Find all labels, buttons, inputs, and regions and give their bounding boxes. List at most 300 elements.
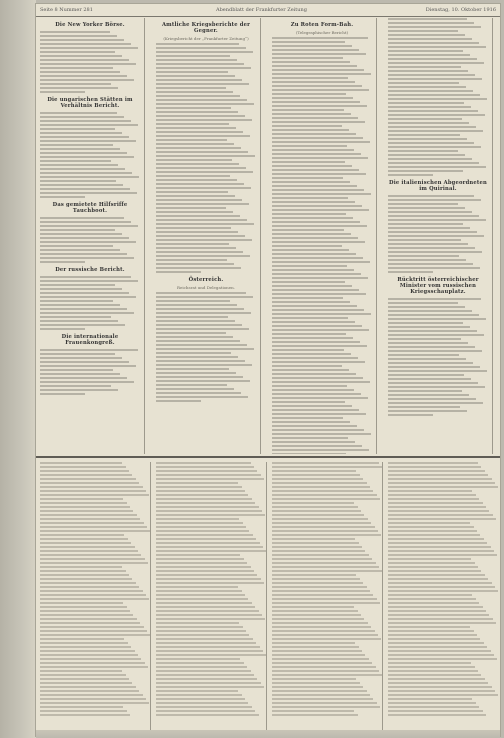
column-1 — [36, 18, 145, 454]
text-line — [156, 103, 254, 105]
text-line — [272, 678, 356, 680]
text-line — [156, 396, 248, 398]
text-line — [272, 73, 371, 75]
text-line — [156, 219, 247, 221]
text-line — [272, 526, 375, 528]
text-line — [388, 490, 472, 492]
text-line — [156, 388, 234, 390]
column-2 — [152, 18, 261, 454]
text-line — [272, 642, 355, 644]
text-line — [388, 358, 466, 360]
text-line — [156, 227, 231, 229]
text-line — [156, 642, 256, 644]
text-line — [156, 674, 254, 676]
text-line — [156, 320, 235, 322]
text-line — [272, 510, 361, 512]
text-line — [272, 409, 359, 411]
text-line — [272, 161, 345, 163]
text-line — [388, 614, 489, 616]
text-line — [156, 223, 254, 225]
text-line — [40, 225, 138, 227]
text-line — [388, 122, 469, 124]
text-line — [156, 662, 244, 664]
text-line — [388, 390, 462, 392]
text-line — [40, 714, 130, 716]
text-line — [40, 630, 147, 632]
text-line — [40, 510, 133, 512]
text-line — [40, 91, 85, 93]
text-line — [156, 115, 245, 117]
article-body — [40, 349, 140, 395]
text-line — [272, 225, 367, 227]
text-line — [272, 530, 378, 532]
text-line — [156, 462, 251, 464]
text-line — [388, 682, 488, 684]
text-line — [40, 156, 134, 158]
text-line — [272, 606, 354, 608]
text-line — [156, 654, 267, 656]
text-line — [40, 120, 131, 122]
text-line — [272, 602, 380, 604]
text-line — [156, 498, 252, 500]
text-line — [156, 392, 241, 394]
text-line — [272, 133, 356, 135]
text-line — [40, 482, 139, 484]
text-line — [272, 101, 360, 103]
text-line — [388, 626, 470, 628]
text-line — [156, 614, 262, 616]
text-line — [40, 562, 148, 564]
text-line — [272, 445, 362, 447]
text-line — [272, 281, 345, 283]
text-line — [156, 147, 241, 149]
text-line — [40, 654, 138, 656]
text-line — [40, 377, 127, 379]
text-line — [388, 582, 492, 584]
text-line — [272, 157, 368, 159]
text-line — [40, 690, 139, 692]
text-line — [272, 433, 371, 435]
text-line — [40, 132, 122, 134]
text-line — [272, 117, 358, 119]
text-line — [272, 498, 380, 500]
text-line — [40, 494, 149, 496]
text-line — [40, 148, 120, 150]
text-line — [156, 259, 227, 261]
text-line — [40, 381, 134, 383]
text-line — [156, 243, 229, 245]
text-line — [388, 466, 481, 468]
text-line — [272, 309, 364, 311]
text-line — [272, 357, 358, 359]
text-line — [156, 566, 251, 568]
text-line — [40, 349, 138, 351]
text-line — [388, 346, 475, 348]
text-line — [388, 522, 470, 524]
text-line — [40, 578, 132, 580]
text-line — [156, 638, 253, 640]
text-line — [40, 233, 122, 235]
text-line — [156, 191, 228, 193]
text-line — [272, 285, 352, 287]
text-line — [272, 249, 349, 251]
text-line — [388, 386, 485, 388]
text-line — [40, 710, 127, 712]
text-line — [272, 221, 360, 223]
text-line — [156, 678, 257, 680]
text-line — [388, 46, 486, 48]
text-line — [40, 152, 127, 154]
text-line — [272, 81, 355, 83]
text-line — [40, 530, 151, 532]
text-line — [40, 498, 123, 500]
text-line — [40, 490, 146, 492]
text-line — [388, 170, 463, 172]
text-line — [388, 326, 470, 328]
text-line — [388, 394, 469, 396]
text-line — [156, 324, 242, 326]
text-line — [388, 106, 471, 108]
text-line — [388, 470, 485, 472]
text-line — [156, 143, 234, 145]
text-line — [156, 167, 246, 169]
text-line — [156, 360, 245, 362]
text-line — [156, 316, 228, 318]
text-line — [156, 490, 245, 492]
article-body — [272, 37, 372, 454]
text-line — [40, 188, 130, 190]
article-body — [40, 276, 140, 330]
text-line — [156, 658, 240, 660]
text-line — [272, 253, 356, 255]
text-line — [40, 694, 143, 696]
text-line — [388, 195, 474, 197]
text-line — [272, 618, 364, 620]
text-line — [156, 131, 243, 133]
text-line — [272, 393, 361, 395]
text-line — [388, 30, 458, 32]
text-line — [156, 75, 235, 77]
text-line — [156, 99, 247, 101]
text-line — [156, 526, 246, 528]
text-line — [40, 594, 146, 596]
text-line — [272, 482, 367, 484]
text-line — [40, 586, 139, 588]
text-line — [272, 554, 369, 556]
text-line — [388, 462, 478, 464]
text-line — [272, 53, 366, 55]
text-line — [40, 280, 138, 282]
text-line — [388, 271, 433, 273]
text-line — [156, 155, 255, 157]
text-line — [272, 341, 360, 343]
text-line — [156, 546, 263, 548]
text-line — [272, 297, 343, 299]
text-line — [40, 706, 123, 708]
text-line — [40, 590, 143, 592]
text-line — [156, 271, 201, 273]
text-line — [388, 562, 475, 564]
text-line — [156, 574, 257, 576]
text-line — [272, 542, 359, 544]
text-line — [40, 353, 115, 355]
text-line — [40, 478, 136, 480]
text-line — [40, 373, 120, 375]
text-line — [40, 308, 127, 310]
text-line — [272, 205, 362, 207]
text-line — [40, 67, 113, 69]
text-line — [40, 522, 144, 524]
text-line — [272, 313, 371, 315]
text-line — [40, 702, 149, 704]
text-line — [272, 149, 354, 151]
text-line — [40, 71, 120, 73]
text-line — [388, 78, 482, 80]
text-line — [156, 247, 236, 249]
text-line — [272, 518, 368, 520]
text-line — [272, 345, 367, 347]
text-line — [388, 706, 479, 708]
text-line — [388, 150, 458, 152]
text-line — [40, 284, 115, 286]
text-line — [388, 574, 485, 576]
text-line — [272, 474, 360, 476]
feuilleton-section — [36, 456, 500, 738]
text-line — [40, 614, 133, 616]
text-line — [388, 678, 485, 680]
text-line — [156, 514, 265, 516]
text-line — [40, 176, 139, 178]
text-line — [156, 650, 263, 652]
text-line — [388, 530, 477, 532]
text-line — [388, 406, 460, 408]
text-line — [388, 686, 492, 688]
text-line — [272, 702, 377, 704]
text-line — [40, 369, 113, 371]
text-line — [272, 437, 348, 439]
text-line — [40, 59, 129, 61]
text-line — [388, 263, 473, 265]
text-line — [272, 570, 383, 572]
text-line — [40, 172, 132, 174]
text-line — [272, 217, 353, 219]
text-line — [272, 369, 349, 371]
text-line — [156, 466, 254, 468]
text-line — [388, 594, 472, 596]
feuilleton-column-3 — [268, 462, 383, 732]
text-line — [388, 658, 497, 660]
text-line — [40, 389, 118, 391]
text-line — [272, 389, 354, 391]
text-line — [272, 381, 370, 383]
text-line — [272, 658, 369, 660]
text-line — [388, 502, 483, 504]
text-line — [272, 574, 356, 576]
text-line — [156, 534, 253, 536]
text-line — [272, 494, 377, 496]
text-line — [156, 55, 230, 57]
text-line — [388, 298, 481, 300]
text-line — [40, 542, 131, 544]
text-line — [388, 62, 484, 64]
text-line — [156, 562, 247, 564]
text-line — [272, 562, 376, 564]
text-line — [388, 50, 463, 52]
text-line — [272, 462, 379, 464]
text-line — [156, 376, 243, 378]
text-line — [272, 181, 350, 183]
text-line — [156, 478, 264, 480]
text-line — [40, 112, 117, 114]
text-line — [388, 138, 467, 140]
text-line — [156, 698, 245, 700]
text-line — [272, 97, 353, 99]
text-line — [40, 602, 123, 604]
text-line — [388, 506, 486, 508]
article-heading: Zu Roten Form-Bah. — [290, 22, 354, 28]
text-line — [272, 353, 351, 355]
text-line — [388, 203, 458, 205]
text-line — [388, 654, 494, 656]
text-line — [388, 199, 481, 201]
text-line — [272, 405, 352, 407]
text-line — [156, 207, 226, 209]
text-line — [156, 646, 260, 648]
text-line — [156, 470, 257, 472]
text-line — [272, 578, 360, 580]
text-line — [40, 229, 115, 231]
text-line — [156, 622, 239, 624]
text-line — [156, 171, 253, 173]
text-line — [272, 401, 345, 403]
text-line — [156, 163, 239, 165]
text-line — [156, 582, 264, 584]
text-line — [40, 538, 128, 540]
text-line — [388, 670, 478, 672]
text-line — [40, 180, 116, 182]
text-line — [156, 380, 250, 382]
article-subheading: (Kriegsbericht der „Frankfurter Zeitung“) — [163, 36, 249, 41]
text-line — [156, 706, 252, 708]
text-line — [156, 666, 247, 668]
text-line — [156, 598, 248, 600]
text-line — [388, 542, 487, 544]
text-line — [40, 634, 151, 636]
text-line — [388, 267, 480, 269]
text-line — [388, 538, 484, 540]
text-line — [156, 87, 226, 89]
text-line — [40, 288, 122, 290]
text-line — [272, 277, 368, 279]
article-body — [388, 195, 488, 273]
text-line — [388, 110, 478, 112]
text-line — [388, 610, 486, 612]
text-line — [40, 626, 144, 628]
text-line — [272, 261, 370, 263]
text-line — [388, 526, 474, 528]
text-line — [156, 558, 244, 560]
article-subheading: Reichsrat und Delegationen. — [177, 285, 235, 290]
text-line — [272, 682, 360, 684]
text-line — [156, 510, 262, 512]
text-line — [40, 566, 122, 568]
text-line — [156, 296, 253, 298]
text-line — [156, 267, 241, 269]
text-line — [272, 650, 362, 652]
text-line — [40, 168, 125, 170]
text-line — [40, 678, 129, 680]
text-line — [272, 105, 367, 107]
text-line — [40, 570, 126, 572]
text-line — [272, 289, 359, 291]
text-line — [156, 203, 249, 205]
text-line — [388, 518, 496, 520]
text-line — [156, 292, 246, 294]
text-line — [156, 340, 240, 342]
text-line — [388, 22, 474, 24]
text-line — [272, 674, 383, 676]
text-line — [156, 151, 248, 153]
text-line — [388, 58, 477, 60]
text-line — [272, 69, 364, 71]
text-line — [388, 666, 475, 668]
text-line — [156, 328, 249, 330]
text-line — [272, 614, 361, 616]
text-line — [388, 634, 477, 636]
text-line — [156, 195, 235, 197]
text-line — [272, 141, 370, 143]
text-line — [388, 94, 480, 96]
article-subheading: (Telegraphischer Bericht) — [295, 30, 349, 35]
text-line — [156, 714, 259, 716]
text-line — [156, 135, 250, 137]
text-line — [388, 314, 479, 316]
article-heading: Die internationale Frauenkongreß. — [61, 334, 119, 346]
text-line — [156, 550, 267, 552]
text-line — [156, 686, 264, 688]
text-line — [156, 586, 238, 588]
text-line — [40, 328, 85, 330]
text-line — [40, 598, 149, 600]
text-line — [388, 554, 497, 556]
article-heading: Österreich. — [188, 277, 224, 283]
article-heading: Die italienischen Abgeordneten im Quirinal. — [389, 180, 487, 192]
text-line — [40, 534, 124, 536]
text-line — [272, 257, 363, 259]
feuilleton-column-2 — [152, 462, 267, 732]
text-line — [156, 630, 246, 632]
text-line — [272, 449, 369, 451]
text-line — [272, 586, 367, 588]
text-line — [388, 362, 473, 364]
text-line — [272, 169, 359, 171]
text-line — [388, 478, 492, 480]
text-line — [388, 410, 467, 412]
text-line — [156, 486, 242, 488]
text-line — [40, 261, 85, 263]
text-line — [388, 414, 433, 416]
text-line — [388, 18, 467, 20]
text-line — [40, 196, 85, 198]
text-line — [156, 199, 242, 201]
text-line — [156, 364, 252, 366]
text-line — [272, 65, 357, 67]
text-line — [156, 263, 234, 265]
text-line — [388, 350, 482, 352]
text-line — [40, 237, 129, 239]
text-line — [156, 356, 238, 358]
text-line — [272, 113, 351, 115]
